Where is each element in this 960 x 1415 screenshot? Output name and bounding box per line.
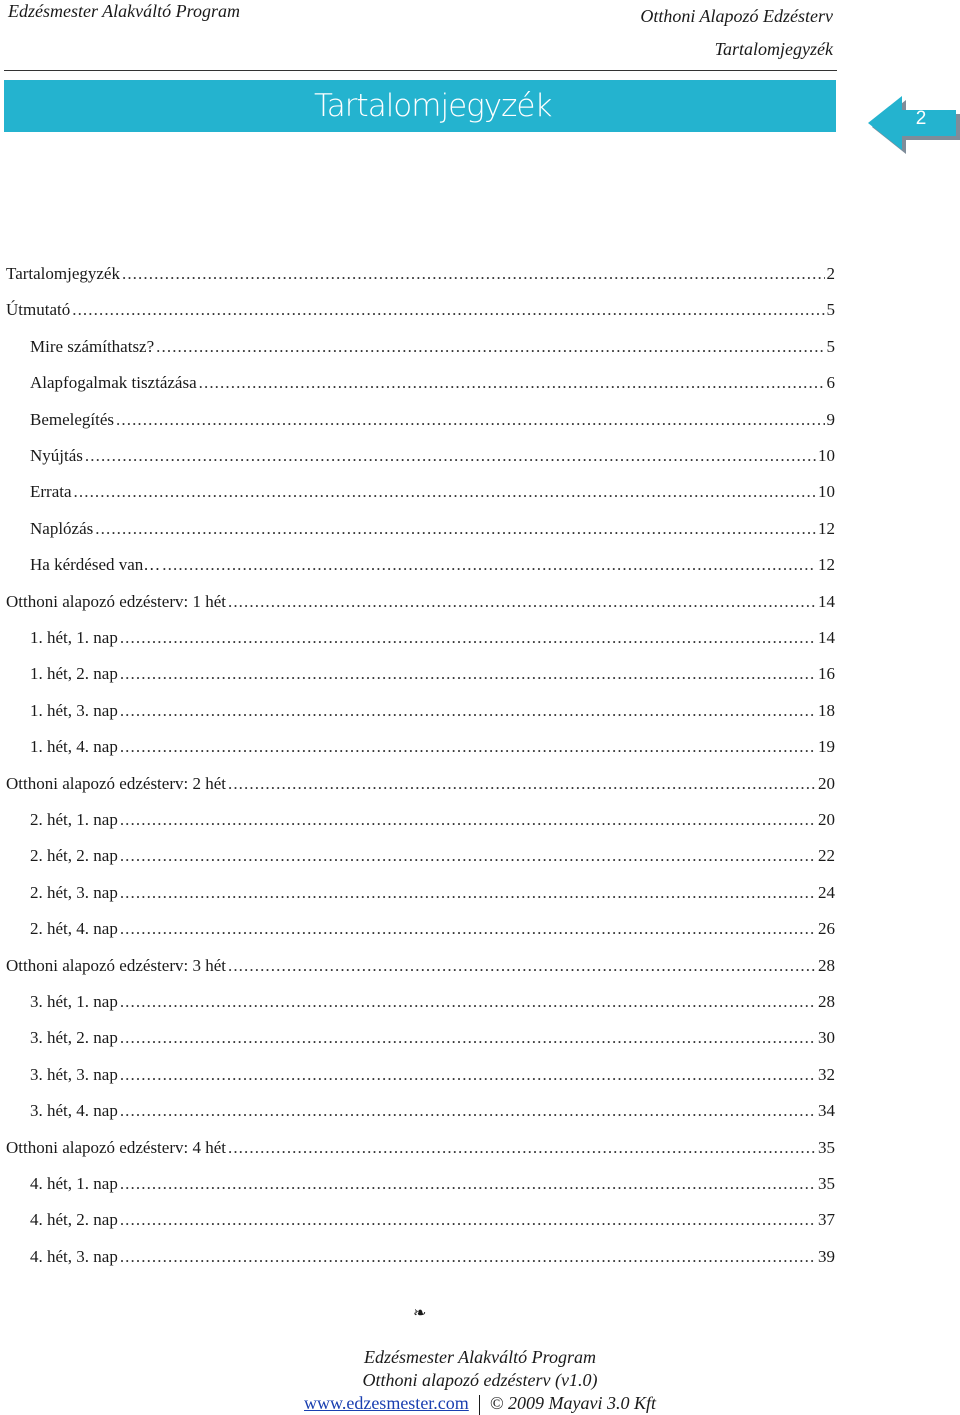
toc-entry-page: 20 [818,810,835,829]
toc-entry[interactable] [30,1173,835,1195]
toc-entry-title: Errata [30,482,72,501]
toc-entry-title: Otthoni alapozó edzésterv: 3 hét [6,956,226,975]
toc-entry[interactable] [6,1137,835,1159]
copyright-text: © 2009 Mayavi 3.0 Kft [489,1393,656,1413]
toc-entry-title: 3. hét, 2. nap [30,1028,118,1047]
toc-entry-title: Nyújtás [30,446,83,465]
toc-entry[interactable] [6,299,835,321]
toc-entry-page: 14 [818,628,835,647]
toc-entry-title: Otthoni alapozó edzésterv: 2 hét [6,774,226,793]
toc-entry-page: 14 [818,592,835,611]
toc-entry[interactable] [30,481,835,503]
toc-entry-page: 30 [818,1028,835,1047]
toc-leader-dots [122,263,825,285]
fleuron-icon: ❧ [413,1305,427,1322]
toc-leader-dots [228,591,816,613]
toc-entry-title: Alapfogalmak tisztázása [30,373,197,392]
header-document-title: Otthoni Alapozó Edzésterv [640,6,833,26]
toc-entry-title: 3. hét, 1. nap [30,992,118,1011]
toc-entry[interactable] [6,955,835,977]
toc-entry[interactable] [30,845,835,867]
toc-entry[interactable] [6,263,835,285]
toc-entry[interactable] [30,736,835,758]
toc-entry[interactable] [6,591,835,613]
toc-leader-dots [95,518,816,540]
toc-leader-dots [120,845,816,867]
toc-entry-title: 4. hét, 2. nap [30,1210,118,1229]
toc-leader-dots [162,554,816,576]
toc-leader-dots [120,627,816,649]
toc-entry-page: 28 [818,956,835,975]
toc-entry-page: 12 [818,555,835,574]
toc-entry-title: Bemelegítés [30,410,115,429]
footer-links [0,1392,960,1415]
toc-entry-page: 10 [818,446,835,465]
header-section-title: Tartalomjegyzék [714,39,833,59]
toc-entry-page: 26 [818,919,835,938]
toc-entry[interactable] [30,372,835,394]
toc-entry-title: 4. hét, 3. nap [30,1247,118,1266]
footer-document-version: Otthoni alapozó edzésterv (v1.0) [362,1370,598,1390]
toc-leader-dots [120,991,816,1013]
toc-leader-dots [120,918,816,940]
toc-leader-dots [120,736,816,758]
toc-leader-dots [120,882,816,904]
toc-entry[interactable] [30,1064,835,1086]
toc-leader-dots [228,773,816,795]
toc-entry-page: 19 [818,737,835,756]
toc-entry-page: 28 [818,992,835,1011]
footer-program-title: Edzésmester Alakváltó Program [364,1347,596,1367]
toc-entry[interactable] [30,554,835,576]
page-number: 2 [915,108,927,129]
toc-entry-page: 5 [826,300,835,319]
toc-entry-title: Útmutató [6,300,71,319]
toc-entry-title: Tartalomjegyzék [6,264,120,283]
toc-leader-dots [120,1064,816,1086]
toc-entry-title: 2. hét, 3. nap [30,883,118,902]
toc-leader-dots [72,299,824,321]
toc-entry-title: 2. hét, 2. nap [30,846,118,865]
toc-entry[interactable] [30,1246,835,1268]
website-link[interactable]: www.edzesmester.com [304,1393,469,1413]
toc-entry-page: 5 [826,337,835,356]
toc-leader-dots [116,409,824,431]
toc-entry-page: 34 [818,1101,835,1120]
toc-entry[interactable] [30,809,835,831]
toc-entry-page: 22 [818,846,835,865]
toc-entry[interactable] [30,1100,835,1122]
toc-entry-title: 3. hét, 3. nap [30,1065,118,1084]
toc-leader-dots [120,1173,816,1195]
toc-entry-title: 2. hét, 4. nap [30,919,118,938]
toc-entry-page: 6 [826,373,835,392]
toc-entry-title: 1. hét, 1. nap [30,628,118,647]
toc-entry[interactable] [30,518,835,540]
toc-leader-dots [228,955,816,977]
toc-leader-dots [85,445,816,467]
toc-leader-dots [156,336,824,358]
toc-entry-page: 16 [818,664,835,683]
toc-leader-dots [120,1246,816,1268]
toc-entry[interactable] [30,1209,835,1231]
toc-leader-dots [120,1209,816,1231]
toc-entry-page: 18 [818,701,835,720]
footer-separator [479,1395,480,1415]
toc-entry-title: 1. hét, 2. nap [30,664,118,683]
toc-entry-title: 1. hét, 4. nap [30,737,118,756]
toc-entry[interactable] [6,773,835,795]
toc-entry-page: 35 [818,1138,835,1157]
toc-entry-title: Naplózás [30,519,94,538]
toc-leader-dots [228,1137,816,1159]
toc-entry-page: 32 [818,1065,835,1084]
header-rule [4,70,837,71]
toc-leader-dots [120,809,816,831]
toc-entry[interactable] [30,991,835,1013]
toc-entry-title: Otthoni alapozó edzésterv: 4 hét [6,1138,226,1157]
toc-entry[interactable] [30,1027,835,1049]
toc-leader-dots [120,1027,816,1049]
toc-entry-title: 3. hét, 4. nap [30,1101,118,1120]
toc-entry[interactable] [30,918,835,940]
toc-entry-title: 4. hét, 1. nap [30,1174,118,1193]
toc-entry-title: Mire számíthatsz? [30,337,155,356]
toc-entry-page: 10 [818,482,835,501]
toc-entry[interactable] [30,663,835,685]
toc-entry-page: 39 [818,1247,835,1266]
toc-entry-title: 2. hét, 1. nap [30,810,118,829]
chapter-title: Tartalomjegyzék [314,88,552,124]
header-right [640,0,833,66]
chapter-banner [4,80,836,132]
toc-entry-page: 35 [818,1174,835,1193]
toc-entry-title: 1. hét, 3. nap [30,701,118,720]
toc-leader-dots [199,372,825,394]
toc-entry-page: 24 [818,883,835,902]
toc-leader-dots [120,700,816,722]
toc-entry[interactable] [30,882,835,904]
toc-entry-page: 37 [818,1210,835,1229]
toc-entry[interactable] [30,445,835,467]
toc-entry-page: 9 [826,410,835,429]
toc-leader-dots [74,481,816,503]
toc-entry[interactable] [30,700,835,722]
toc-entry-page: 20 [818,774,835,793]
toc-entry[interactable] [30,627,835,649]
toc-entry-page: 2 [826,264,835,283]
toc-entry[interactable] [30,409,835,431]
toc-leader-dots [120,1100,816,1122]
toc-entry-page: 12 [818,519,835,538]
toc-entry-title: Otthoni alapozó edzésterv: 1 hét [6,592,226,611]
header-program-title: Edzésmester Alakváltó Program [8,1,240,21]
toc-entry-title: Ha kérdésed van… [30,555,161,574]
toc-leader-dots [120,663,816,685]
toc-entry[interactable] [30,336,835,358]
